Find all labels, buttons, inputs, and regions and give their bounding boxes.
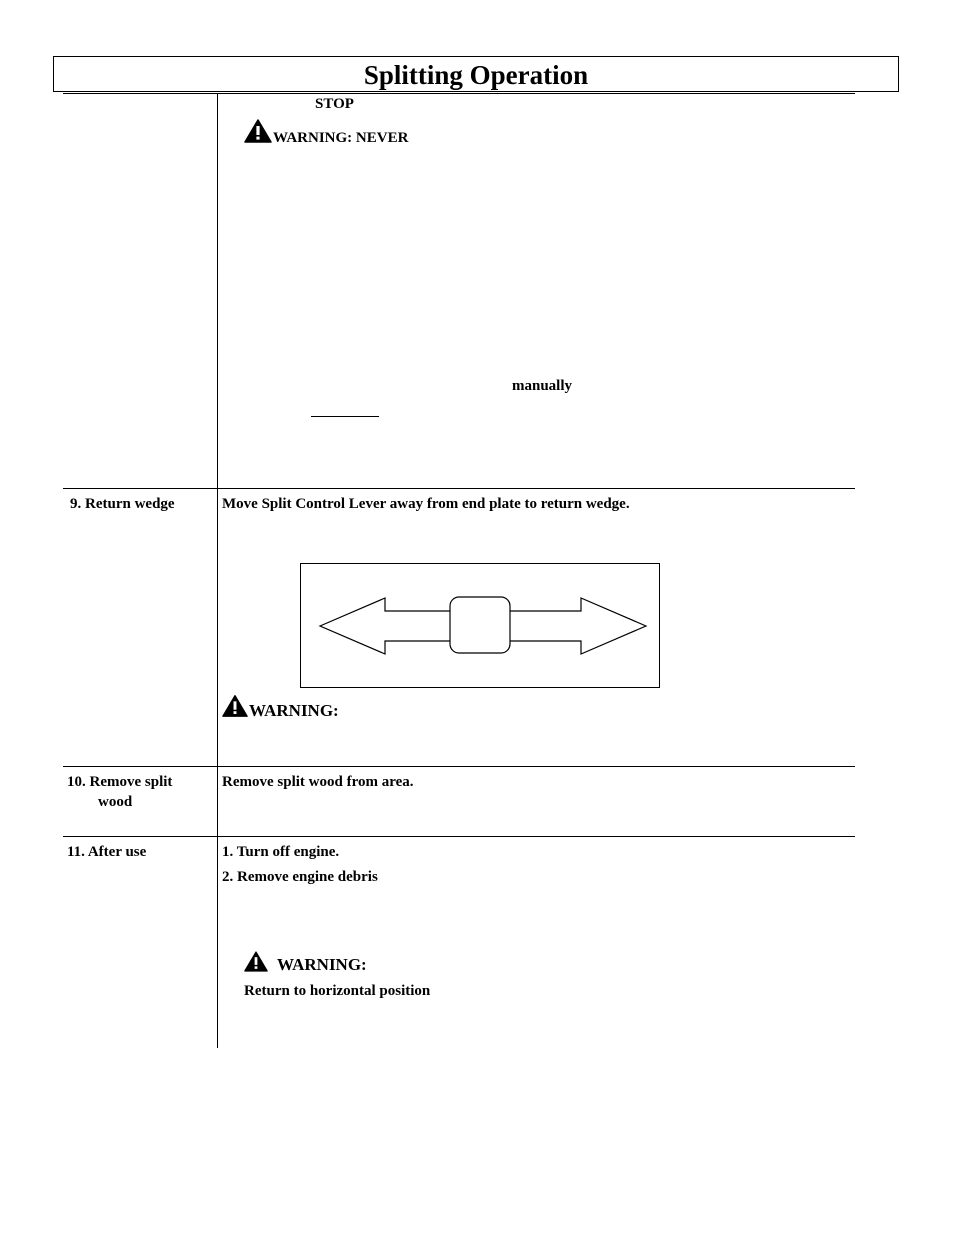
warning-label-after-use: WARNING: bbox=[277, 955, 367, 974]
row-divider bbox=[63, 766, 855, 767]
warning-triangle-icon bbox=[244, 119, 272, 143]
manually-text: manually bbox=[512, 378, 573, 394]
warning-triangle-icon bbox=[244, 951, 268, 972]
step-label-return-wedge: 9. Return wedge bbox=[70, 496, 175, 512]
title-box bbox=[53, 56, 899, 92]
double-arrow-lever-icon bbox=[301, 564, 659, 687]
warning-never-label: WARNING: NEVER bbox=[273, 130, 409, 146]
after-use-item: 2. Remove engine debris bbox=[222, 869, 378, 885]
row-divider bbox=[63, 488, 855, 489]
column-divider bbox=[217, 93, 218, 1048]
warning-triangle-icon bbox=[222, 694, 248, 718]
page-title: Splitting Operation bbox=[363, 60, 589, 90]
step-label-remove-split-wood-line2: wood bbox=[98, 794, 133, 810]
stop-text: STOP bbox=[315, 96, 354, 112]
underline-blank bbox=[311, 416, 379, 417]
step-instruction-remove-split-wood: Remove split wood from area. bbox=[222, 774, 414, 790]
warning-text-after-use: Return to horizontal position bbox=[244, 983, 431, 999]
step-label-after-use: 11. After use bbox=[67, 844, 147, 860]
table-top-rule bbox=[63, 93, 855, 94]
lever-diagram bbox=[300, 563, 660, 688]
after-use-item: 1. Turn off engine. bbox=[222, 844, 340, 860]
row-divider bbox=[63, 836, 855, 837]
step-instruction-return-wedge: Move Split Control Lever away from end plate to return wedge. bbox=[222, 496, 630, 512]
step-label-remove-split-wood: 10. Remove split bbox=[67, 774, 173, 790]
warning-label-return-wedge: WARNING: bbox=[249, 701, 339, 720]
